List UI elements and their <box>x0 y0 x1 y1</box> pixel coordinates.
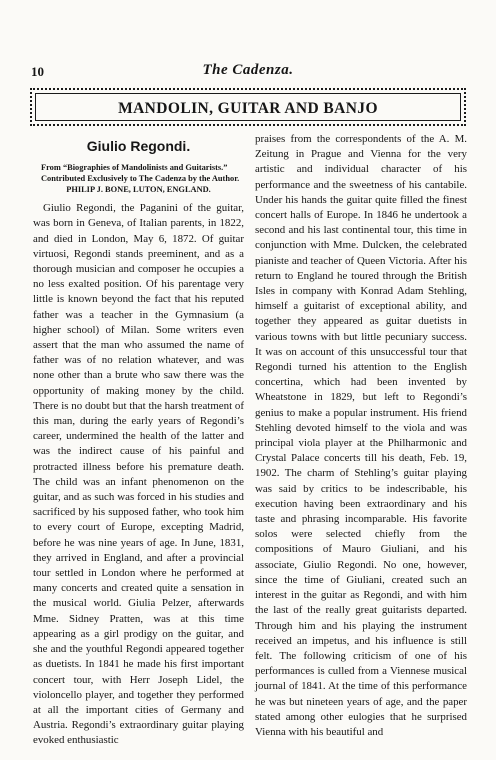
article-source: From “Biographies of Mandolinists and Guitarists.” <box>41 163 228 173</box>
article-title: Giulio Regondi. <box>86 138 191 154</box>
page-number: 10 <box>31 64 44 79</box>
body-text-right: praises from the correspondents of the A. M. Zeitung in Prague and Vienna for the very artistic and individual character of his performance and the sweetness of his cantabile. Under his hands the guitar quite filled the finest concert halls of Europe. In 1846 he undertook a second and his last continental tour, this time in conjunction with Mme. Dulcken, the celebrated pianiste and teacher of Queen Victoria. After his return to England he toured through the British Isles in company with Konrad Adam Stehling, himself a guitarist of exceptional ability, and together they appeared as guitar duetists in various towns with but little pecuniary success. It was on account of this unsuccessful tour that Regondi turned his attention to the English concertina, which had been invented by Wheatstone in 1829, but left to Regondi’s genius to make a popular instrument. His friend Stehling devoted himself to the viola and was principal viola player at the Philharmonic and Crystal Palace concerts till his death, Feb. 19, 1902. The charm of Stehling’s guitar playing was said by critics to be indescribable, his execution having been extraordinary and his taste and phrasing incomparable. His favorite solos were selected chiefly from the compositions of Mauro Giuliani, and his associate, Giulio Regondi. No one, however, since the time of Giuliani, created such an interest in the guitar as Regondi, and with him the last of the really great guitarists departed. Through him and his playing the instrument received an impetus, and his influence is still felt. The following criticism of one of his performances is culled from a Viennese musical journal of 1841. At the time of this performance he was but nineteen years of age, and the paper stated among other eulogies that he surprised Vienna with his beautiful and <box>255 133 467 738</box>
right-column <box>255 132 467 740</box>
article-byline: PHILIP J. BONE, LUTON, ENGLAND. <box>66 185 211 195</box>
body-text-left: Giulio Regondi, the Paganini of the guitar, was born in Geneva, of Italian parents, in 1822, and died in London, May 6, 1872. Of guitar virtuosi, Regondi stands preeminent, and as a thorough musician and composer he occupies a no less exalted position. Of his parentage very little is known beyond the fact that his reputed father was a teacher in the Gymnasium (a higher school) of Milan. Some writers even assert that the man who assumed the name of father was of no relation whatever, and was none other than a brute who saw there was the opportunity of making money by the child. There is no doubt but that the harsh treatment of this man, during the early years of Regondi’s career, undermined the health of the latter and was the indirect cause of his painful and protracted illness before his premature death. The child was an infant phenomenon on the guitar, and as such was forced in his studies and sacrificed by his supposed father, who took him to every court of Europe, excepting Madrid, before he was nine years of age. In June, 1831, they arrived in England, and after a provincial tour settled in London where he performed at many concerts and created quite a sensation in the musical world. Giulia Pelzer, afterwards Mme. Sidney Pratten, was at this time appearing as a girl prodigy on the guitar, and she and the youthful Regondi appeared together as duetists. In 1841 he made his first important concert tour, with Herr Joseph Lidel, the violoncello player, and together they performed at all the important cities of Germany and Austria. Regondi’s extraordinary guitar playing evoked enthusiastic <box>33 202 244 747</box>
article-credit: Contributed Exclusively to The Cadenza by the Author. <box>41 174 240 184</box>
masthead-title: The Cadenza. <box>202 62 294 78</box>
section-title: MANDOLIN, GUITAR AND BANJO <box>118 100 378 117</box>
section-banner <box>30 88 466 126</box>
left-column <box>33 135 244 749</box>
